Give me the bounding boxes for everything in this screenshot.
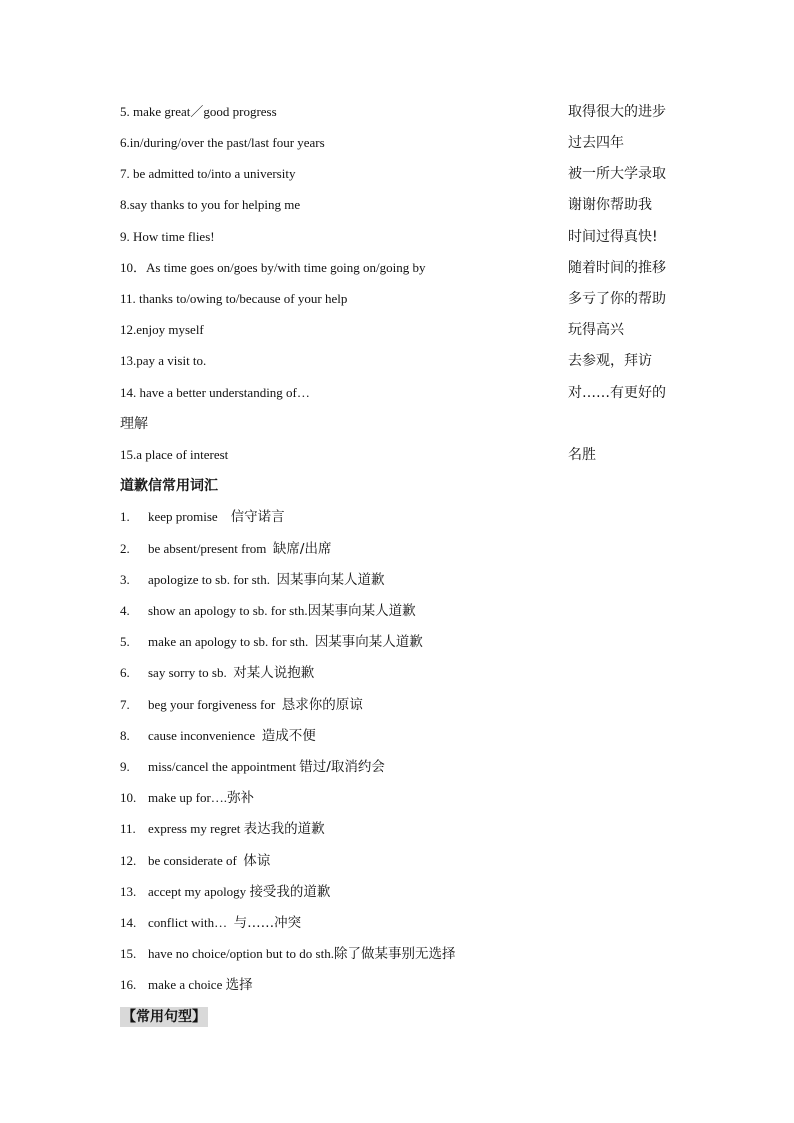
phrase-english: 10．As time goes on/goes by/with time going on/going by	[120, 260, 426, 275]
phrase-chinese: 取得很大的进步	[568, 104, 666, 120]
item-english: show an apology to sb. for sth.	[148, 603, 308, 618]
item-english: keep promise	[148, 509, 218, 524]
item-chinese: 接受我的道歉	[249, 884, 331, 900]
list-item	[120, 818, 720, 840]
list-item	[120, 569, 720, 591]
phrase-english: 13.pay a visit to.	[120, 353, 207, 368]
list-item	[120, 881, 720, 903]
phrase-chinese: 多亏了你的帮助	[568, 291, 666, 307]
phrase-chinese: 玩得高兴	[568, 322, 624, 338]
item-number: 11.	[120, 821, 136, 836]
phrase-chinese: 随着时间的推移	[568, 260, 666, 276]
phrase-english: 12.enjoy myself	[120, 322, 204, 337]
item-chinese: 选择	[225, 977, 253, 993]
phrase-row	[120, 350, 680, 372]
item-english: make an apology to sb. for sth.	[148, 634, 309, 649]
phrase-english: 9. How time flies!	[120, 229, 215, 244]
phrase-wrap-continuation: 理解	[120, 416, 148, 432]
item-number: 5.	[120, 634, 130, 649]
phrase-row	[120, 319, 680, 341]
item-number: 7.	[120, 697, 130, 712]
item-number: 4.	[120, 603, 130, 618]
list-item	[120, 631, 720, 653]
phrase-chinese: 谢谢你帮助我	[568, 197, 652, 213]
item-chinese: 恳求你的原谅	[281, 697, 363, 713]
phrase-chinese: 时间过得真快!	[568, 229, 658, 245]
list-item	[120, 662, 720, 684]
item-chinese: 弥补	[227, 790, 255, 806]
item-number: 3.	[120, 572, 130, 587]
item-english: conflict with…	[148, 915, 228, 930]
item-english: miss/cancel the appointment	[148, 759, 297, 774]
item-chinese: 错过/取消约会	[299, 759, 385, 775]
item-number: 1.	[120, 509, 130, 524]
item-english: apologize to sb. for sth.	[148, 572, 271, 587]
item-number: 14.	[120, 915, 137, 930]
phrase-row	[120, 382, 680, 404]
list-item	[120, 943, 720, 965]
item-chinese: 除了做某事别无选择	[333, 946, 456, 962]
list-item	[120, 694, 720, 716]
list-item	[120, 756, 720, 778]
item-number: 6.	[120, 665, 130, 680]
list-item	[120, 912, 720, 934]
list-item	[120, 974, 720, 996]
list-item	[120, 538, 720, 560]
item-chinese: 与……冲突	[233, 915, 302, 931]
item-english: have no choice/option but to do sth.	[148, 946, 334, 961]
phrase-english: 5. make great／good progress	[120, 104, 277, 119]
phrase-english: 7. be admitted to/into a university	[120, 166, 296, 181]
phrase-row	[120, 288, 680, 310]
item-number: 9.	[120, 759, 130, 774]
list-item	[120, 787, 720, 809]
phrase-chinese: 去参观，拜访	[568, 353, 652, 369]
item-number: 10.	[120, 790, 137, 805]
phrase-row	[120, 101, 680, 123]
phrase-chinese: 过去四年	[568, 135, 624, 151]
phrase-row	[120, 194, 680, 216]
item-english: make up for….	[148, 790, 228, 805]
phrase-chinese: 被一所大学录取	[568, 166, 666, 182]
phrase-row	[120, 163, 680, 185]
sentence-patterns-heading: 【常用句型】	[122, 1009, 206, 1025]
item-english: be absent/present from	[148, 541, 267, 556]
item-english: cause inconvenience	[148, 728, 256, 743]
item-chinese: 缺席/出席	[272, 541, 332, 557]
phrase-english: 11. thanks to/owing to/because of your help	[120, 291, 348, 306]
item-number: 12.	[120, 853, 137, 868]
section-heading: 道歉信常用词汇	[120, 478, 218, 494]
item-chinese: 因某事向某人道歉	[276, 572, 385, 588]
list-item	[120, 725, 720, 747]
item-number: 15.	[120, 946, 137, 961]
phrase-english: 14. have a better understanding of…	[120, 385, 310, 400]
phrase-english: 6.in/during/over the past/last four years	[120, 135, 325, 150]
item-english: make a choice	[148, 977, 223, 992]
phrase-row	[120, 444, 680, 466]
phrase-chinese: 对……有更好的	[568, 385, 666, 401]
phrase-row	[120, 257, 680, 279]
list-item	[120, 850, 720, 872]
item-english: beg your forgiveness for	[148, 697, 276, 712]
phrase-english: 8.say thanks to you for helping me	[120, 197, 301, 212]
list-item	[120, 506, 720, 528]
phrase-chinese: 名胜	[568, 447, 596, 463]
item-english: be considerate of	[148, 853, 237, 868]
item-number: 2.	[120, 541, 130, 556]
phrase-row	[120, 132, 680, 154]
item-chinese: 体谅	[243, 853, 271, 869]
item-chinese: 因某事向某人道歉	[307, 603, 416, 619]
item-english: accept my apology	[148, 884, 247, 899]
item-chinese: 造成不便	[261, 728, 316, 744]
item-english: express my regret	[148, 821, 241, 836]
item-number: 16.	[120, 977, 137, 992]
item-chinese: 对某人说抱歉	[233, 665, 315, 681]
phrase-row	[120, 226, 680, 248]
phrase-english: 15.a place of interest	[120, 447, 229, 462]
item-chinese: 表达我的道歉	[243, 821, 325, 837]
item-number: 8.	[120, 728, 130, 743]
item-number: 13.	[120, 884, 137, 899]
item-english: say sorry to sb.	[148, 665, 227, 680]
item-chinese: 因某事向某人道歉	[314, 634, 423, 650]
item-chinese: 信守诺言	[230, 509, 285, 525]
list-item	[120, 600, 720, 622]
